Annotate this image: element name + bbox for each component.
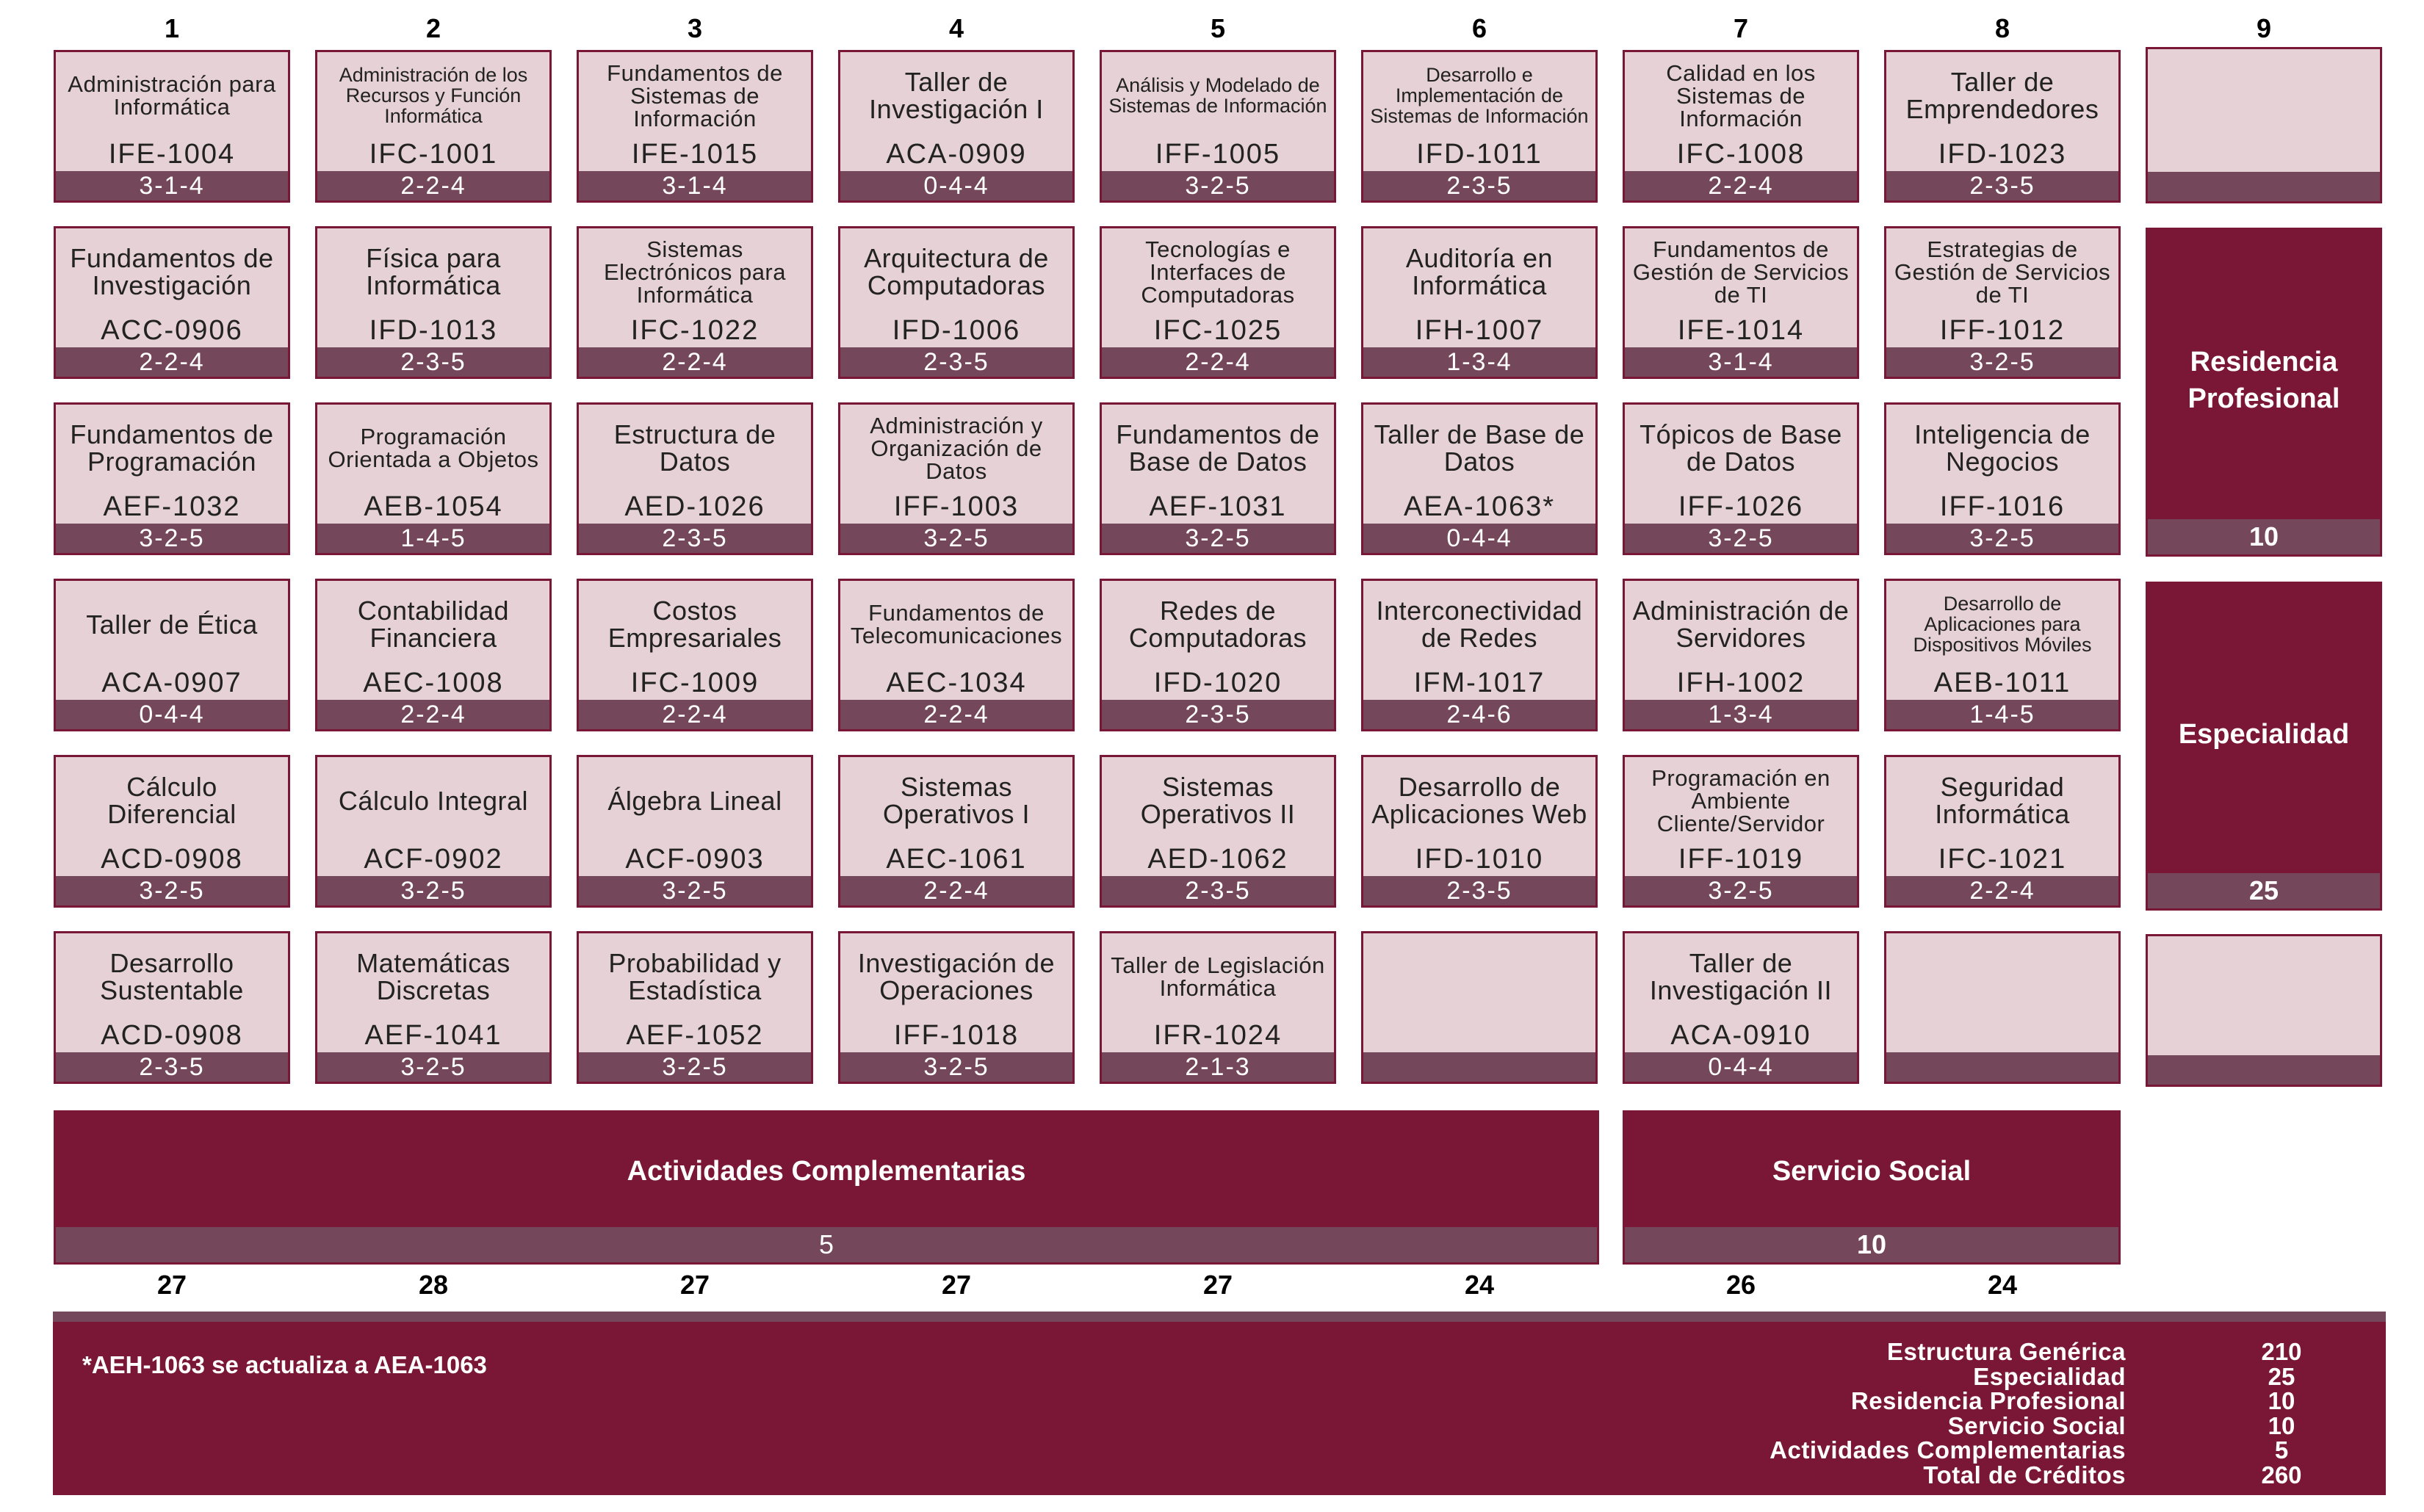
course-credits: 2-3-5: [1363, 171, 1595, 200]
course-code: IFD-1010: [1415, 844, 1544, 875]
actividades-complementarias-block: [54, 1110, 1599, 1265]
course-credits: 2-2-4: [317, 171, 549, 200]
course-name: Fundamentos de Investigación: [70, 243, 274, 300]
course-cell: [1361, 50, 1598, 203]
course-code: IFC-1001: [369, 139, 498, 170]
course-credits: 2-2-4: [1102, 347, 1334, 377]
course-name: Taller de Investigación I: [869, 67, 1044, 124]
course-code: IFC-1022: [630, 315, 760, 346]
semester-number-7: 7: [1733, 13, 1749, 43]
course-code: ACA-0909: [886, 139, 1027, 170]
summary-label: Total de Créditos: [1923, 1461, 2126, 1489]
summary-label: Servicio Social: [1947, 1411, 2126, 1439]
course-name: [1366, 938, 1592, 1016]
course-name: Probabilidad y Estadística: [608, 948, 782, 1005]
course-credits: 3-2-5: [579, 1052, 811, 1082]
semester-number-8: 8: [1994, 13, 2010, 43]
especialidad-block: [2146, 582, 2382, 911]
course-cell: [1623, 579, 1859, 731]
course-credits: 3-2-5: [1886, 347, 2118, 377]
course-credits: 2-3-5: [1886, 171, 2118, 200]
course-credits: 2-2-4: [840, 876, 1072, 905]
course-name: Administración para Informática: [68, 71, 276, 120]
course-credits: [1363, 1052, 1595, 1082]
semester-number-2: 2: [425, 13, 441, 43]
course-code: ACD-0908: [101, 844, 243, 875]
course-name: Desarrollo Sustentable: [100, 948, 244, 1005]
course-name: Desarrollo de Aplicaciones para Dispositivos Móviles: [1913, 593, 2092, 656]
course-code: IFH-1002: [1676, 668, 1806, 698]
course-code: IFE-1004: [108, 139, 236, 170]
course-name: Administración de los Recursos y Función Informática: [339, 64, 528, 127]
course-name: Taller de Base de Datos: [1374, 419, 1585, 477]
semester-number-1: 1: [164, 13, 180, 43]
course-cell: [1361, 579, 1598, 731]
course-name: Física para Informática: [366, 243, 501, 300]
course-code: AEF-1052: [626, 1020, 764, 1051]
actividades-complementarias-credits: 5: [56, 1227, 1597, 1262]
course-name: Tópicos de Base de Datos: [1640, 419, 1842, 477]
course-credits: 3-2-5: [317, 1052, 549, 1082]
actividades-complementarias-label: Actividades Complementarias: [627, 1156, 1026, 1187]
course-cell: [577, 402, 813, 555]
course-credits: 0-4-4: [1363, 524, 1595, 553]
course-cell: [54, 50, 290, 203]
course-name: Sistemas Electrónicos para Informática: [603, 236, 786, 308]
course-cell: [1623, 402, 1859, 555]
course-credits: 1-4-5: [317, 524, 549, 553]
course-code: AEC-1034: [886, 668, 1027, 698]
course-cell: [1623, 755, 1859, 908]
semester-number-6: 6: [1471, 13, 1487, 43]
course-credits: 2-3-5: [579, 524, 811, 553]
course-code: AEF-1031: [1149, 491, 1287, 522]
course-cell: [54, 579, 290, 731]
course-cell: [1100, 579, 1336, 731]
credits-bar: [2148, 1055, 2380, 1085]
course-credits: 2-4-6: [1363, 700, 1595, 729]
course-name: Calidad en los Sistemas de Información: [1666, 59, 1816, 131]
course-cell: [54, 755, 290, 908]
summary-labels: [1770, 1339, 2126, 1487]
course-credits: 3-2-5: [1886, 524, 2118, 553]
summary-label: Actividades Complementarias: [1770, 1436, 2126, 1464]
semester-number-5: 5: [1210, 13, 1226, 43]
course-code: IFD-1013: [369, 315, 498, 346]
course-code: IFD-1023: [1938, 139, 2067, 170]
semester-total-5: 27: [1202, 1270, 1233, 1300]
course-code: AEB-1011: [1933, 668, 2071, 698]
course-credits: 2-2-4: [579, 700, 811, 729]
course-cell: [1100, 402, 1336, 555]
course-code: IFF-1019: [1678, 844, 1804, 875]
course-code: [1363, 1016, 1595, 1055]
course-credits: 2-2-4: [1625, 171, 1857, 200]
course-name: Fundamentos de Programación: [70, 419, 274, 477]
course-cell: [315, 755, 552, 908]
course-cell: [838, 755, 1075, 908]
course-name: Taller de Emprendedores: [1905, 67, 2099, 124]
course-credits: 1-4-5: [1886, 700, 2118, 729]
course-name: Taller de Legislación Informática: [1111, 952, 1325, 1001]
course-cell: [1100, 755, 1336, 908]
course-credits: 3-2-5: [1102, 171, 1334, 200]
course-name: Taller de Ética: [86, 609, 258, 640]
servicio-social-label: Servicio Social: [1772, 1156, 1972, 1187]
course-name: Cálculo Diferencial: [107, 772, 237, 829]
course-cell: [577, 50, 813, 203]
semester-total-3: 27: [679, 1270, 710, 1300]
course-cell: [577, 931, 813, 1084]
course-name: Programación en Ambiente Cliente/Servidor: [1651, 764, 1830, 836]
course-code: IFC-1021: [1938, 844, 2067, 875]
course-credits: 1-3-4: [1363, 347, 1595, 377]
summary-value: 10: [2268, 1411, 2295, 1439]
empty-cell: [2146, 47, 2382, 203]
course-name: Auditoría en Informática: [1405, 243, 1554, 300]
credits-bar: [2148, 172, 2380, 201]
course-credits: 2-3-5: [1102, 876, 1334, 905]
course-code: ACF-0902: [364, 844, 503, 875]
course-credits: 2-3-5: [56, 1052, 288, 1082]
residencia-profesional-block: [2146, 228, 2382, 557]
course-cell: [1884, 226, 2121, 379]
summary-label: Especialidad: [1973, 1362, 2126, 1390]
course-cell: [1884, 402, 2121, 555]
course-cell: [1884, 579, 2121, 731]
course-name: Fundamentos de Base de Datos: [1116, 419, 1320, 477]
course-name: Costos Empresariales: [607, 596, 782, 653]
course-cell: [1361, 755, 1598, 908]
course-credits: 1-3-4: [1625, 700, 1857, 729]
semester-total-7: 26: [1725, 1270, 1756, 1300]
course-name: Desarrollo de Aplicaciones Web: [1371, 772, 1587, 829]
course-cell: [315, 402, 552, 555]
course-cell: [838, 931, 1075, 1084]
course-code: AEC-1008: [363, 668, 504, 698]
course-credits: 2-1-3: [1102, 1052, 1334, 1082]
course-name: Administración de Servidores: [1632, 596, 1850, 653]
course-code: IFE-1015: [631, 139, 759, 170]
course-code: IFF-1003: [893, 491, 1020, 522]
course-code: IFF-1005: [1155, 139, 1281, 170]
course-credits: 3-2-5: [840, 524, 1072, 553]
course-credits: 3-2-5: [1625, 524, 1857, 553]
semester-total-4: 27: [941, 1270, 972, 1300]
course-code: IFC-1008: [1676, 139, 1806, 170]
course-code: IFF-1016: [1939, 491, 2066, 522]
footer-note: *AEH-1063 se actualiza a AEA-1063: [82, 1351, 487, 1378]
course-name: Redes de Computadoras: [1128, 596, 1307, 653]
course-code: ACF-0903: [625, 844, 765, 875]
course-cell: [1884, 755, 2121, 908]
course-name: Tecnologías e Interfaces de Computadoras: [1141, 236, 1295, 308]
course-code: ACA-0907: [101, 668, 242, 698]
course-code: IFD-1006: [892, 315, 1021, 346]
course-credits: 3-2-5: [840, 1052, 1072, 1082]
course-name: Sistemas Operativos II: [1140, 772, 1296, 829]
course-cell: [577, 226, 813, 379]
course-credits: 2-2-4: [56, 347, 288, 377]
course-name: Sistemas Operativos I: [882, 772, 1031, 829]
summary-value: 5: [2274, 1436, 2289, 1464]
course-code: AEF-1041: [364, 1020, 502, 1051]
credits-summary-footer: [53, 1312, 2386, 1495]
course-cell: [838, 402, 1075, 555]
course-code: AED-1026: [624, 491, 765, 522]
especialidad-credits: 25: [2148, 873, 2380, 908]
summary-value: 210: [2261, 1338, 2302, 1365]
course-credits: 0-4-4: [1625, 1052, 1857, 1082]
course-code: IFM-1017: [1413, 668, 1545, 698]
course-credits: 3-2-5: [56, 876, 288, 905]
course-code: IFC-1025: [1153, 315, 1283, 346]
course-name: Desarrollo e Implementación de Sistemas de Información: [1370, 64, 1589, 127]
course-cell: [1623, 226, 1859, 379]
course-credits: 3-2-5: [1102, 524, 1334, 553]
course-name: Matemáticas Discretas: [356, 948, 511, 1005]
course-cell: [1100, 50, 1336, 203]
summary-label: Residencia Profesional: [1850, 1387, 2126, 1414]
course-code: IFD-1011: [1416, 139, 1543, 170]
course-credits: 2-2-4: [840, 700, 1072, 729]
course-name: Arquitectura de Computadoras: [864, 243, 1049, 300]
summary-value: 260: [2261, 1461, 2302, 1489]
summary-values: [2208, 1339, 2355, 1487]
course-cell: [838, 226, 1075, 379]
course-credits: 2-3-5: [1363, 876, 1595, 905]
course-cell: [1623, 931, 1859, 1084]
semester-total-1: 27: [156, 1270, 187, 1300]
course-credits: 0-4-4: [840, 171, 1072, 200]
summary-label: Estructura Genérica: [1887, 1338, 2126, 1365]
course-code: IFD-1020: [1153, 668, 1283, 698]
course-name: Programación Orientada a Objetos: [328, 424, 539, 472]
course-name: Investigación de Operaciones: [857, 948, 1056, 1005]
course-credits: 3-1-4: [56, 171, 288, 200]
course-name: Taller de Investigación II: [1649, 948, 1833, 1005]
course-name: Interconectividad de Redes: [1376, 596, 1583, 653]
course-cell: [315, 579, 552, 731]
course-credits: 3-2-5: [317, 876, 549, 905]
course-code: IFH-1007: [1415, 315, 1544, 346]
course-credits: 2-3-5: [1102, 700, 1334, 729]
summary-value: 10: [2268, 1387, 2295, 1414]
course-cell: [1361, 402, 1598, 555]
course-code: AEB-1054: [364, 491, 503, 522]
semester-number-9: 9: [2256, 13, 2272, 43]
course-credits: 2-3-5: [840, 347, 1072, 377]
residencia-profesional-label: Residencia Profesional: [2187, 347, 2340, 414]
course-cell: [315, 50, 552, 203]
course-name: Cálculo Integral: [338, 785, 529, 816]
course-credits: 2-3-5: [317, 347, 549, 377]
course-cell: [1884, 50, 2121, 203]
course-cell: [838, 579, 1075, 731]
semester-number-3: 3: [687, 13, 703, 43]
course-code: AEF-1032: [103, 491, 241, 522]
course-name: Inteligencia de Negocios: [1914, 419, 2091, 477]
course-cell: [315, 226, 552, 379]
course-name: Fundamentos de Sistemas de Información: [607, 59, 783, 131]
course-name: [1889, 938, 2115, 1016]
course-code: AEC-1061: [886, 844, 1027, 875]
especialidad-label: Especialidad: [2178, 719, 2350, 750]
course-name: Contabilidad Financiera: [357, 596, 510, 653]
course-name: Fundamentos de Gestión de Servicios de TI: [1632, 236, 1850, 308]
course-code: AEA-1063*: [1403, 491, 1555, 522]
course-code: ACA-0910: [1670, 1020, 1811, 1051]
course-cell: [838, 50, 1075, 203]
course-code: IFR-1024: [1153, 1020, 1283, 1051]
course-cell: [577, 755, 813, 908]
semester-total-2: 28: [418, 1270, 449, 1300]
empty-cell: [1884, 931, 2121, 1084]
course-credits: 2-2-4: [317, 700, 549, 729]
course-code: IFE-1014: [1677, 315, 1805, 346]
course-cell: [1623, 50, 1859, 203]
course-name: Estructura de Datos: [613, 419, 776, 477]
course-code: ACC-0906: [101, 315, 243, 346]
course-name: Seguridad Informática: [1935, 772, 2070, 829]
course-code: IFC-1009: [630, 668, 760, 698]
course-credits: 3-2-5: [579, 876, 811, 905]
course-name: Análisis y Modelado de Sistemas de Información: [1108, 74, 1327, 117]
course-cell: [1100, 226, 1336, 379]
course-cell: [54, 226, 290, 379]
summary-value: 25: [2268, 1362, 2295, 1390]
empty-cell: [1361, 931, 1598, 1084]
course-cell: [54, 931, 290, 1084]
residencia-profesional-credits: 10: [2148, 519, 2380, 554]
course-code: IFF-1012: [1939, 315, 2066, 346]
course-credits: 3-1-4: [1625, 347, 1857, 377]
course-cell: [54, 402, 290, 555]
course-cell: [1361, 226, 1598, 379]
course-code: IFF-1026: [1678, 491, 1804, 522]
course-credits: 3-2-5: [56, 524, 288, 553]
semester-number-4: 4: [948, 13, 964, 43]
course-code: IFF-1018: [893, 1020, 1020, 1051]
course-credits: 3-2-5: [1625, 876, 1857, 905]
course-credits: 2-2-4: [1886, 876, 2118, 905]
course-name: Fundamentos de Telecomunicaciones: [850, 600, 1063, 648]
course-code: AED-1062: [1147, 844, 1288, 875]
course-credits: 0-4-4: [56, 700, 288, 729]
course-credits: [1886, 1052, 2118, 1082]
course-code: [1886, 1016, 2118, 1055]
servicio-social-block: [1623, 1110, 2121, 1265]
course-credits: 3-1-4: [579, 171, 811, 200]
empty-cell: [2146, 934, 2382, 1087]
course-name: Álgebra Lineal: [607, 785, 782, 816]
semester-total-8: 24: [1987, 1270, 2018, 1300]
course-credits: 2-2-4: [579, 347, 811, 377]
course-cell: [1100, 931, 1336, 1084]
semester-total-6: 24: [1464, 1270, 1495, 1300]
course-cell: [577, 579, 813, 731]
servicio-social-credits: 10: [1625, 1227, 2118, 1262]
course-cell: [315, 931, 552, 1084]
course-code: ACD-0908: [101, 1020, 243, 1051]
course-name: Estrategias de Gestión de Servicios de TI: [1894, 236, 2111, 308]
course-name: Administración y Organización de Datos: [870, 412, 1043, 484]
